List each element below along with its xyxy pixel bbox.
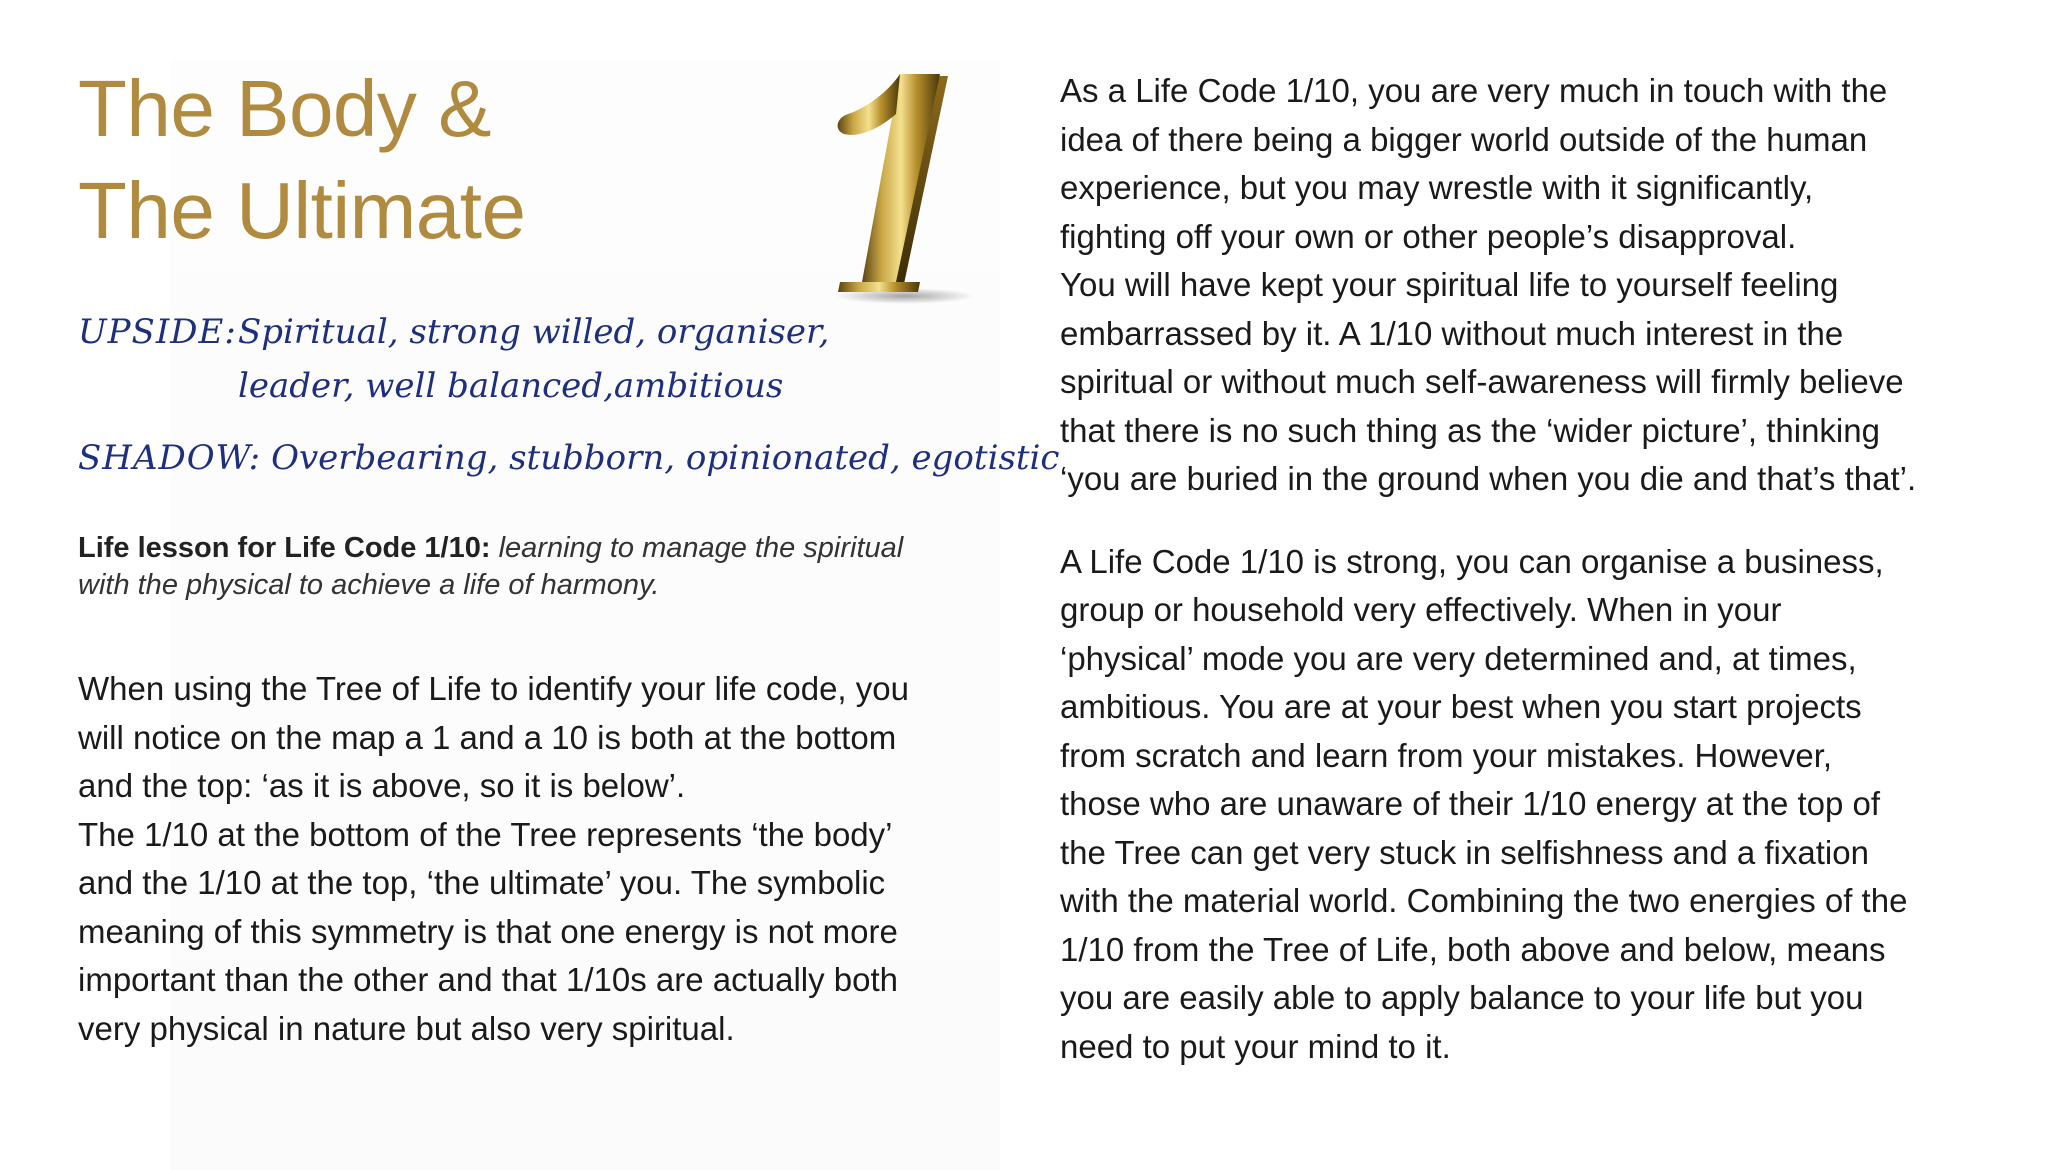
title-line-1: The Body & [78, 64, 492, 153]
right-para1-line: spiritual or without much self-awareness will firmly believe [1060, 363, 1904, 400]
right-para2-line: those who are unaware of their 1/10 energy at the top of [1060, 785, 1881, 822]
left-body-line: When using the Tree of Life to identify your life code, you [78, 670, 909, 707]
left-body-line: meaning of this symmetry is that one energy is not more [78, 912, 898, 950]
left-body-text [78, 665, 978, 1053]
left-body-line: and the top: ‘as it is above, so it is below’. [78, 767, 686, 804]
right-para2-line: with the material world. Combining the two energies of the [1060, 882, 1908, 919]
right-para2-line: you are easily able to apply balance to your life but you [1060, 979, 1864, 1016]
title-line-2: The Ultimate [78, 166, 526, 255]
right-para2-line: need to put your mind to it. [1060, 1027, 1451, 1065]
traits-block [78, 305, 1059, 485]
right-para2-line: the Tree can get very stuck in selfishness and a fixation [1060, 833, 1869, 871]
life-lesson-label: Life lesson for Life Code 1/10: [78, 532, 491, 564]
left-body-line: important than the other and that 1/10s are actually both [78, 961, 899, 998]
right-paragraph-1 [1060, 67, 2020, 504]
right-para2-line: ambitious. You are at your best when you start projects [1060, 688, 1862, 725]
left-body-line: will notice on the map a 1 and a 10 is both at the bottom [78, 718, 897, 756]
upside-values-line-2: leader, well balanced,ambitious [238, 366, 784, 406]
upside-row [78, 305, 1059, 413]
upside-values-line-1: Spiritual, strong willed, organiser, [238, 312, 830, 352]
right-para2-line: from scratch and learn from your mistakes. However, [1060, 736, 1833, 774]
page-title [78, 58, 525, 262]
right-para2-line: group or household very effectively. When in your [1060, 591, 1782, 628]
right-para1-line: ‘you are buried in the ground when you die and that’s that’. [1060, 460, 1917, 497]
upside-values [238, 305, 829, 413]
shadow-row [78, 431, 1059, 485]
shadow-label: SHADOW: [78, 438, 262, 478]
right-column [1060, 67, 2020, 1071]
right-para1-line: As a Life Code 1/10, you are very much in touch with the [1060, 72, 1888, 109]
upside-label: UPSIDE: [78, 312, 237, 352]
right-para1-line: fighting off your own or other people’s disapproval. [1060, 217, 1797, 255]
life-lesson [78, 530, 958, 604]
right-para2-line: A Life Code 1/10 is strong, you can organise a business, [1060, 542, 1884, 580]
left-body-line: very physical in nature but also very spiritual. [78, 1009, 735, 1047]
left-body-line: The 1/10 at the bottom of the Tree represents ‘the body’ [78, 815, 893, 853]
left-body-line: and the 1/10 at the top, ‘the ultimate’ you. The symbolic [78, 864, 886, 901]
life-lesson-text: learning to manage the spiritual with the physical to achieve a life of harmony. [78, 532, 904, 601]
right-para2-line: 1/10 from the Tree of Life, both above and below, means [1060, 930, 1886, 968]
right-para1-line: experience, but you may wrestle with it significantly, [1060, 169, 1814, 206]
right-para1-line: embarrassed by it. A 1/10 without much interest in the [1060, 314, 1844, 352]
right-paragraph-2 [1060, 538, 2020, 1072]
shadow-values: Overbearing, stubborn, opinionated, egotistic [271, 438, 1060, 478]
right-para1-line: You will have kept your spiritual life to yourself feeling [1060, 266, 1839, 303]
right-para1-line: idea of there being a bigger world outside of the human [1060, 120, 1868, 158]
gold-number-one-graphic [800, 70, 990, 310]
right-para2-line: ‘physical’ mode you are very determined and, at times, [1060, 639, 1857, 677]
right-para1-line: that there is no such thing as the ‘wider picture’, thinking [1060, 411, 1880, 449]
